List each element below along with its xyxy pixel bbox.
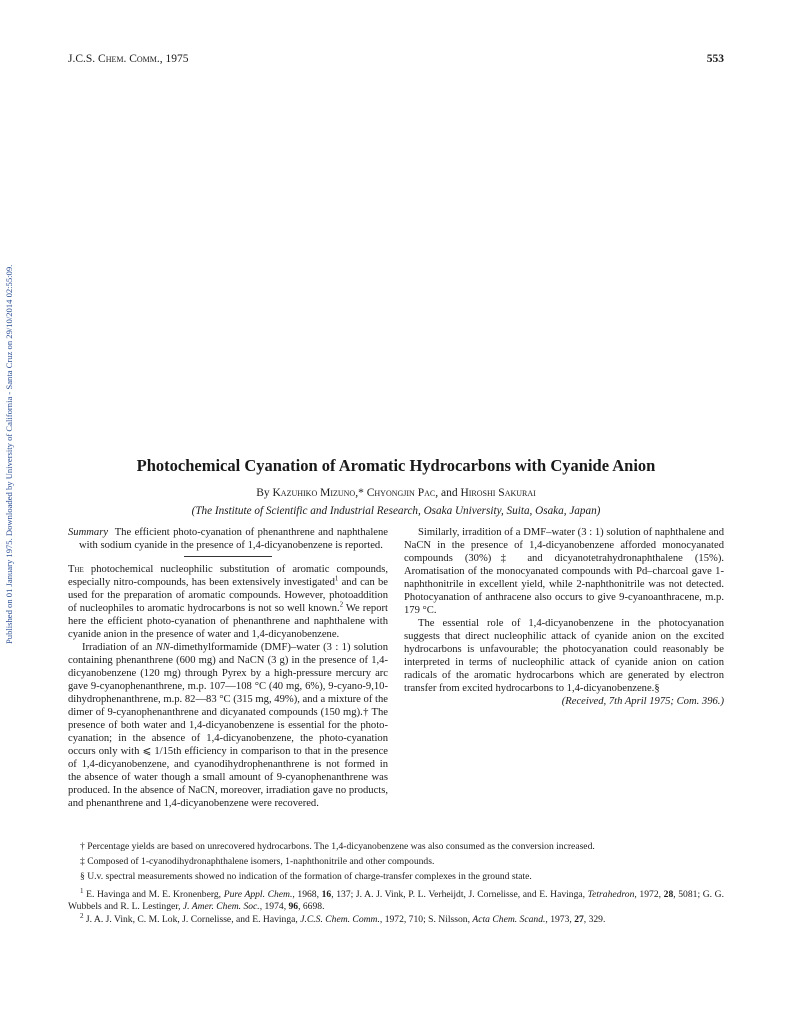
- summary: [68, 526, 388, 552]
- author-sakurai: Hiroshi Sakurai: [460, 487, 536, 499]
- ref-mark-1: 1: [334, 574, 339, 583]
- dagger-mark: †: [362, 707, 369, 718]
- lead-word: The: [68, 564, 84, 575]
- summary-text: The efficient photo-cyanation of phenanthrene and naphthalene with sodium cyanide in the presence of 1,4-dicyanobenzene is reported.: [79, 527, 388, 551]
- paragraph-mechanism: The essential role of 1,4-dicyanobenzene in the photocyanation suggests that direct nucleophilic attack of cyanide anion on the excited hydrocarbons is unfavourable; the photocyanation could reasonably be interpreted in terms of nucleophilic attack of cyanide anion on cation radicals of the aromatic hydrocarbons which are generated by electron transfer from excited hydrocarbons to 1,4-dicyanobenzene.§: [404, 618, 724, 694]
- paragraph-naphthalene: Similarly, irradition of a DMF–water (3 : 1) solution of naphthalene and NaCN in the presence of 1,4-dicyanobenzene afforded monocyanated compounds (30%)‡ and dicyanotetrahydronaphthalene (15%). Aromatisation of the monocyanated compounds with Pd–charcoal gave 1-naphthonitrile in excellent yield, while 2-naphthonitrile was not detected. Photocyanation of anthracene also occurs to give 9-cyanoanthracene, m.p. 179 °C.: [404, 527, 724, 616]
- ref-mark-2: 2: [339, 600, 344, 609]
- reference-1: $^1$ E. Havinga and M. E. Kronenberg, Pure Appl. Chem., 1968, 16, 137; J. A. J. Vink, P. L. Verheijdt, J. Cornelisse, and E. Havinga, Tetrahedron, 1972, 28, 5081; G. G. Wubbels and R. L. Lestinger, J. Amer. Chem. Soc., 1974, 96, 6698.: [68, 886, 725, 912]
- section-mark: §: [654, 683, 660, 694]
- page-header: [68, 53, 724, 69]
- summary-label: Summary: [68, 527, 109, 538]
- footnote-double-dagger: ‡ Composed of 1-cyanodihydronaphthalene isomers, 1-naphthonitrile and other compounds.: [80, 856, 435, 867]
- and-label: and: [440, 487, 458, 499]
- references: [68, 886, 725, 926]
- paragraph-intro: The photochemical nucleophilic substitution of aromatic compounds, especially nitro-compounds, has been extensively investigated$^1$ and can be used for the preparation of aromatic compounds. However, photoaddition of nucleophiles to aromatic hydrocarbons is not so well known.$^2$ We report here the efficient photo-cyanation of phenanthrene and naphthalene with cyanide anion in the presence of water and 1,4-dicyanobenzene.: [68, 564, 388, 640]
- page-number: 553: [706, 53, 724, 65]
- by-label: By: [256, 487, 270, 499]
- footnotes: [68, 841, 724, 927]
- author-mizuno: Kazuhiko Mizuno,*: [272, 487, 364, 499]
- author-pac: Chyongjin Pac,: [366, 487, 439, 499]
- summary-divider: [184, 556, 272, 557]
- received-date: (Received, 7th April 1975; Com. 396.): [561, 696, 724, 707]
- paragraph-irradiation: Irradiation of an NN-dimethylformamide (DMF)–water (3 : 1) solution containing phenanthrene (600 mg) and NaCN (3 g) in the presence of 1,4-dicyanobenzene (120 mg) through Pyrex by a high-pressure mercury arc gave 9-cyanophenanthrene, m.p. 107—108 °C (40 mg, 6%), 9-cyano-9,10-dihydrophenanthrene, m.p. 82—83 °C (315 mg, 49%), and a mixture of the dimer of 9-cyanophenanthrene and dicyanated compounds (150 mg).† The presence of both water and 1,4-dicyanobenzene is essential for the photo-cyanation; in the absence of 1,4-dicyanobenzene, the photo-cyanation occurs only with ⩽ 1/15th efficiency in comparison to that in the presence of 1,4-dicyanobenzene, and cyanodihydrophenanthrene is not formed in the absence of water though a small amount of 9-cyanophenanthrene was produced. In the absence of NaCN, moreover, irradiation gave no products, and phenanthrene and 1,4-dicyanobenzene were recovered.: [68, 642, 388, 809]
- author-line: [40, 487, 752, 499]
- affiliation: (The Institute of Scientific and Industrial Research, Osaka University, Suita, Osaka, Japan): [191, 505, 601, 517]
- footnote-dagger: † Percentage yields are based on unrecovered hydrocarbons. The 1,4-dicyanobenzene was also consumed as the conversion increased.: [80, 841, 595, 852]
- footnote-section: § U.v. spectral measurements showed no indication of the formation of charge-transfer complexes in the ground state.: [80, 871, 532, 882]
- double-dagger-mark: ‡: [491, 553, 516, 564]
- reference-2: $^2$ J. A. J. Vink, C. M. Lok, J. Cornelisse, and E. Havinga, J.C.S. Chem. Comm., 1972, 710; S. Nilsson, Acta Chem. Scand., 1973, 27, 329.: [80, 911, 606, 925]
- journal-citation: J.C.S. Chem. Comm., 1975: [68, 53, 189, 65]
- article-title: Photochemical Cyanation of Aromatic Hydrocarbons with Cyanide Anion: [136, 456, 656, 475]
- right-column: [404, 526, 724, 708]
- download-notice: [2, 148, 16, 644]
- left-column: [68, 526, 388, 810]
- download-notice-text: Published on 01 January 1975. Downloaded by University of California - Santa Cruz on 29/10/2014 02:55:09.: [4, 264, 14, 644]
